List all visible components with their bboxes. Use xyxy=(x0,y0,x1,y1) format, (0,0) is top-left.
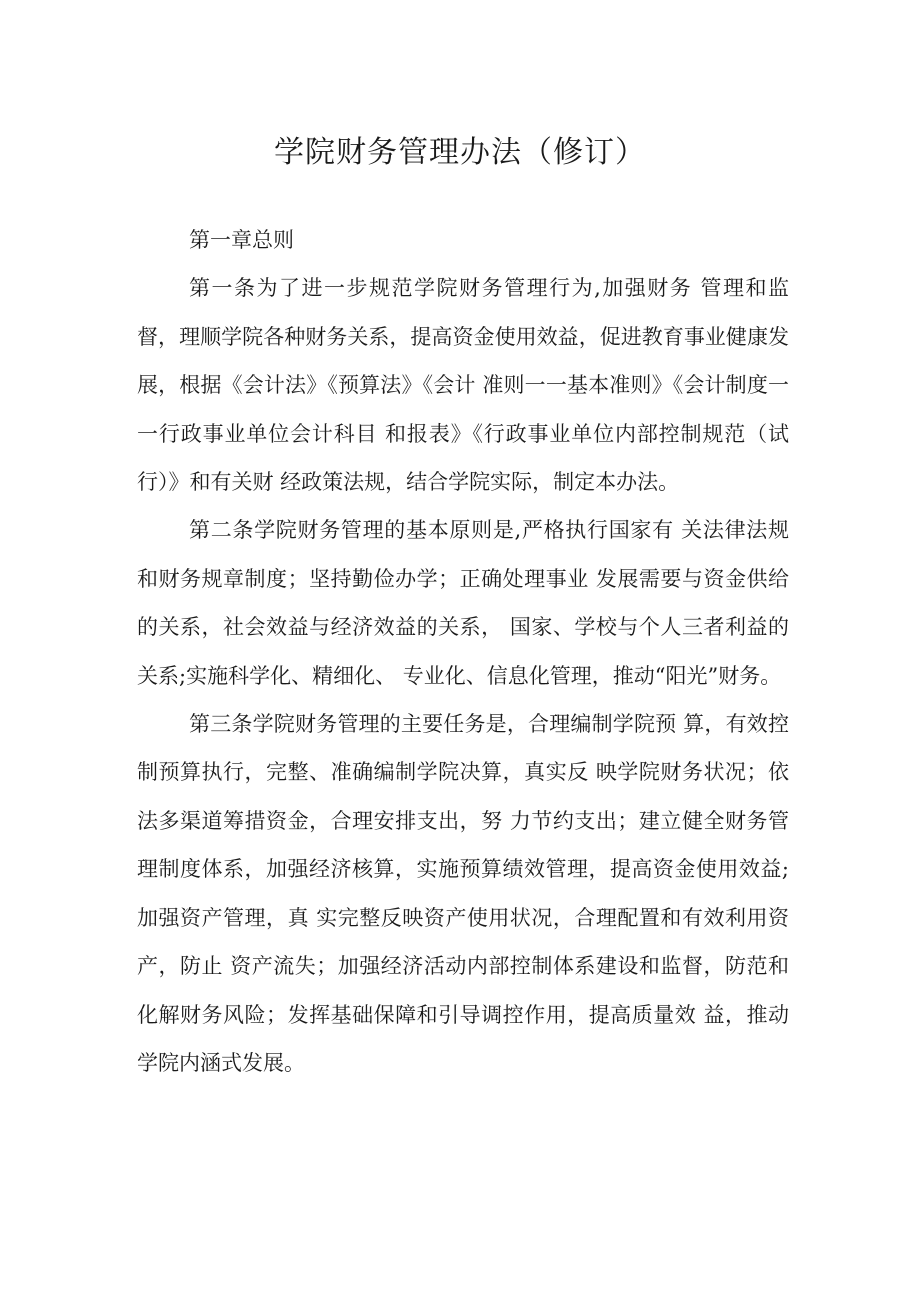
article-2-paragraph: 第二条学院财务管理的基本原则是,严格执行国家有 关法律法规和财务规章制度；坚持勤俭办学；正确处理事业 发展需要与资金供给的关系，社会效益与经济效益的关系， 国家、学校与个人三者利益的关系;实施科学化、精细化、 专业化、信息化管理，推动“阳光”财务。 xyxy=(137,518,789,688)
article-3-paragraph: 第三条学院财务管理的主要任务是，合理编制学院预 算，有效控制预算执行，完整、准确编制学院决算，真实反 映学院财务状况；依法多渠道筹措资金，合理安排支出，努 力节约支出；建立健全财务管理制度体系，加强经济核算，实施预算绩效管理，提高资金使用效益;加强资产管理，真 实完整反映资产使用状况，合理配置和有效利用资产，防止 资产流失；加强经济活动内部控制体系建设和监督，防范和 化解财务风险；发挥基础保障和引导调控作用，提高质量效 益，推动学院内涵式发展。 xyxy=(137,712,789,1075)
article-1-paragraph: 第一条为了进一步规范学院财务管理行为,加强财务 管理和监督，理顺学院各种财务关系，提高资金使用效益，促进教育事业健康发展，根据《会计法》《预算法》《会计 准则一一基本准则》《会计制度一一行政事业单位会计科目 和报表》《行政事业单位内部控制规范（试行）》和有关财 经政策法规，结合学院实际，制定本办法。 xyxy=(137,276,789,495)
document-body xyxy=(137,216,789,1087)
document-title: 学院财务管理办法（修订） xyxy=(274,135,646,170)
chapter-heading: 第一章总则 xyxy=(189,228,294,252)
